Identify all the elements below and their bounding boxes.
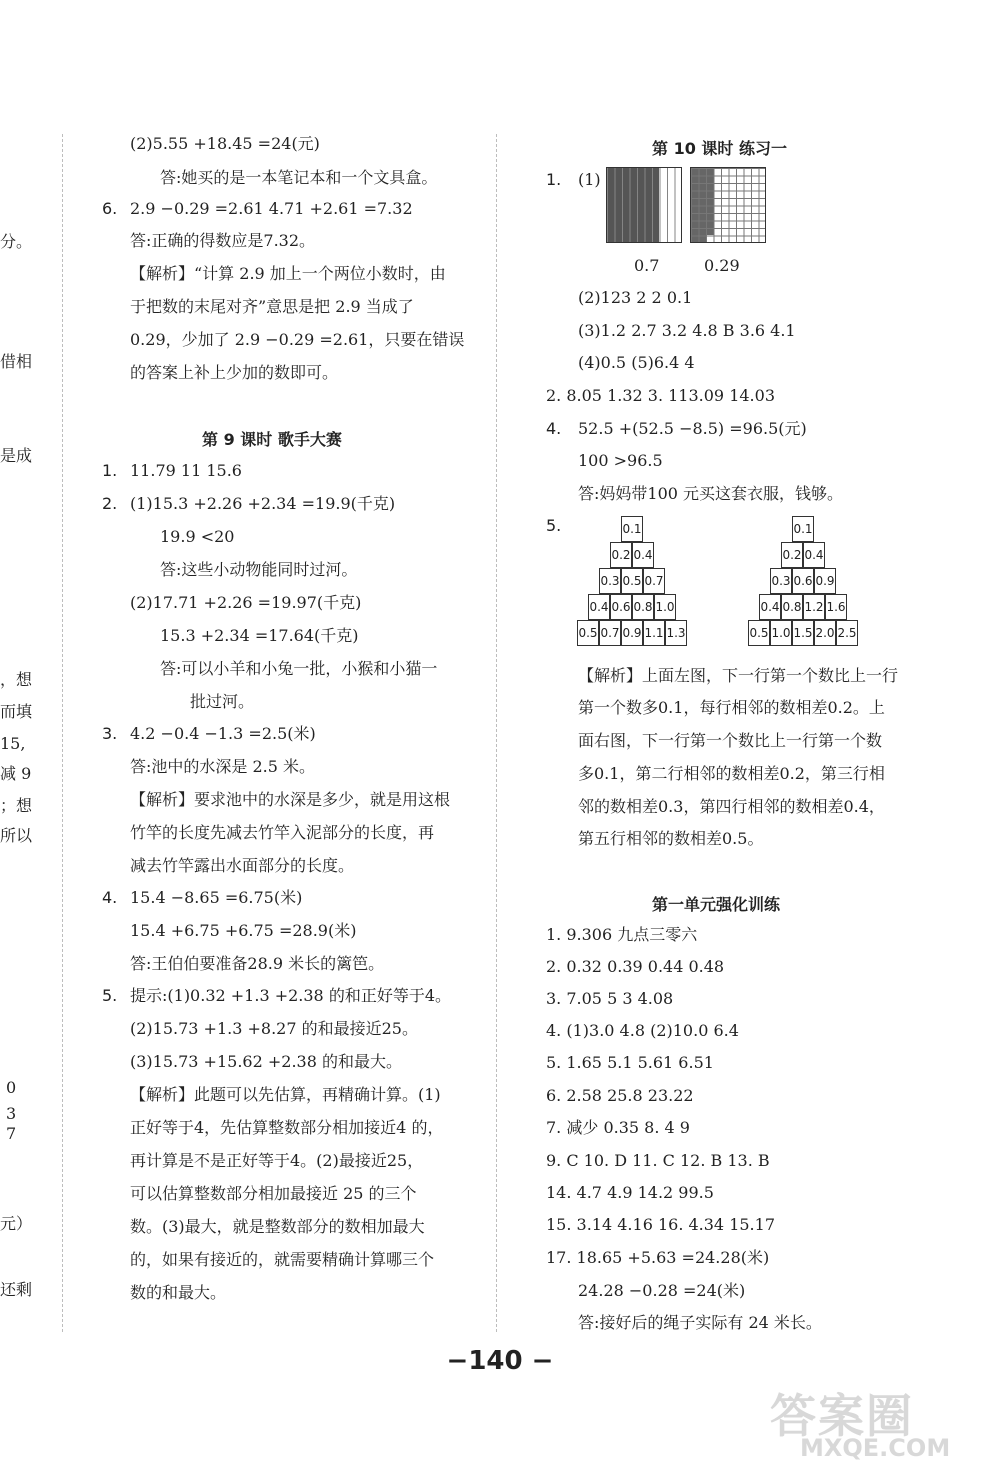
edge-text: 减 9 <box>0 764 32 783</box>
edge-text: 元） <box>0 1214 33 1233</box>
pyramid-cell: 0.1 <box>621 516 643 542</box>
edge-text: 借相 <box>0 352 33 371</box>
analysis-line: 数。(3)最大，就是整数部分的数相加最大 <box>130 1217 425 1236</box>
answer-line: 答:可以小羊和小兔一批，小猴和小猫一 <box>160 659 438 678</box>
analysis-line: 数的和最大。 <box>130 1283 227 1302</box>
watermark-url: MXQE.COM <box>800 1434 951 1462</box>
analysis-line: 【解析】要求池中的水深是多少，就是用这根 <box>130 790 451 809</box>
question-number: 4. <box>546 419 562 438</box>
pyramid-cell: 0.5 <box>621 568 643 594</box>
pyramid-cell: 0.5 <box>748 620 770 646</box>
question-number: 6. <box>102 199 118 218</box>
edge-text: 分。 <box>0 232 33 251</box>
answer-line: 批过河。 <box>190 692 255 711</box>
pyramid-cell: 0.8 <box>632 594 654 620</box>
analysis-line: 的答案上补上少加的数即可。 <box>130 363 339 382</box>
answer-line: 3. 7.05 5 3 4.08 <box>546 989 674 1008</box>
pyramid-cell: 0.3 <box>599 568 621 594</box>
answer-line: 答:接好后的绳子实际有 24 米长。 <box>578 1313 822 1332</box>
pyramid-cell: 0.6 <box>792 568 814 594</box>
number-pyramid-right <box>748 516 880 650</box>
watermark-logo: 答案圈 <box>770 1389 914 1443</box>
answer-line: (2)5.55 +18.45 =24(元) <box>130 134 320 153</box>
pyramid-cell: 0.7 <box>643 568 665 594</box>
pyramid-cell: 0.3 <box>770 568 792 594</box>
answer-line: 5. 1.65 5.1 5.61 6.51 <box>546 1053 714 1072</box>
pyramid-cell: 0.4 <box>759 594 781 620</box>
answer-line: 14. 4.7 4.9 14.2 99.5 <box>546 1183 714 1202</box>
analysis-line: 【解析】上面左图，下一行第一个数比上一行 <box>578 666 899 685</box>
column-divider <box>496 134 497 1332</box>
question-number: 5. <box>546 516 562 535</box>
pyramid-cell: 0.2 <box>781 542 803 568</box>
answer-line: 100 >96.5 <box>578 451 663 470</box>
answer-line: 答:她买的是一本笔记本和一个文具盒。 <box>160 168 438 187</box>
edge-text: ；想 <box>0 796 33 815</box>
answer-line: 19.9 <20 <box>160 527 235 546</box>
answer-line: 9. C 10. D 11. C 12. B 13. B <box>546 1151 770 1170</box>
pyramid-cell: 0.9 <box>621 620 643 646</box>
answer-line: (2)17.71 +2.26 =19.97(千克) <box>130 593 362 612</box>
answer-line: 6. 2.58 25.8 23.22 <box>546 1086 694 1105</box>
pyramid-cell: 1.3 <box>665 620 687 646</box>
answer-line: (2)123 2 2 0.1 <box>578 288 693 307</box>
analysis-line: 于把数的末尾对齐”意思是把 2.9 当成了 <box>130 297 414 316</box>
edge-text: 3 <box>6 1104 17 1123</box>
analysis-line: 多0.1，第二行相邻的数相差0.2，第三行相 <box>578 764 885 783</box>
answer-line: 答:池中的水深是 2.5 米。 <box>130 757 316 776</box>
edge-text: ，想 <box>0 670 33 689</box>
pyramid-cell: 0.6 <box>610 594 632 620</box>
pyramid-cell: 0.7 <box>599 620 621 646</box>
pyramid-cell: 1.6 <box>825 594 847 620</box>
answer-line: 答:正确的得数应是7.32。 <box>130 231 316 250</box>
pyramid-cell: 0.2 <box>610 542 632 568</box>
answer-line: 2.9 −0.29 =2.61 4.71 +2.61 =7.32 <box>130 199 413 218</box>
edge-text: 而填 <box>0 702 33 721</box>
pyramid-cell: 2.0 <box>814 620 836 646</box>
answer-line: 7. 减少 0.35 8. 4 9 <box>546 1118 690 1137</box>
question-number: 2. <box>102 494 118 513</box>
analysis-line: 【解析】“计算 2.9 加上一个两位小数时，由 <box>130 264 446 283</box>
answer-line: 11.79 11 15.6 <box>130 461 242 480</box>
answer-line: (2)15.73 +1.3 +8.27 的和最接近25。 <box>130 1019 418 1038</box>
pyramid-cell: 1.2 <box>803 594 825 620</box>
answer-line: 17. 18.65 +5.63 =24.28(米) <box>546 1248 770 1267</box>
pyramid-cell: 2.5 <box>836 620 858 646</box>
answer-line: 15. 3.14 4.16 16. 4.34 15.17 <box>546 1215 775 1234</box>
analysis-line: 【解析】此题可以先估算，再精确计算。(1) <box>130 1085 441 1104</box>
pyramid-cell: 1.5 <box>792 620 814 646</box>
edge-text: 所以 <box>0 826 33 845</box>
answer-line: (3)15.73 +15.62 +2.38 的和最大。 <box>130 1052 402 1071</box>
analysis-line: 邻的数相差0.3，第四行相邻的数相差0.4， <box>578 797 885 816</box>
question-number: 1. <box>546 170 562 189</box>
number-pyramid-left <box>577 516 709 650</box>
edge-text: 0 <box>6 1078 17 1097</box>
pyramid-cell: 1.1 <box>643 620 665 646</box>
edge-text: 7 <box>6 1124 17 1143</box>
section-title: 第 9 课时 歌手大赛 <box>202 430 342 449</box>
answer-line: 2. 0.32 0.39 0.44 0.48 <box>546 957 725 976</box>
answer-line: (3)1.2 2.7 3.2 4.8 B 3.6 4.1 <box>578 321 796 340</box>
answer-line: 答:王伯伯要准备28.9 米长的篱笆。 <box>130 954 385 973</box>
pyramid-cell: 0.4 <box>588 594 610 620</box>
pyramid-cell: 1.0 <box>770 620 792 646</box>
grid-label: 0.7 <box>634 256 660 275</box>
analysis-line: 竹竿的长度先减去竹竿入泥部分的长度，再 <box>130 823 435 842</box>
analysis-line: 第五行相邻的数相差0.5。 <box>578 829 764 848</box>
answer-line: 1. 9.306 九点三零六 <box>546 925 698 944</box>
question-number: 5. <box>102 986 118 1005</box>
answer-line: 答:这些小动物能同时过河。 <box>160 560 358 579</box>
section-title: 第一单元强化训练 <box>652 895 781 914</box>
analysis-line: 面右图，下一行第一个数比上一行第一个数 <box>578 731 883 750</box>
analysis-line: 可以估算整数部分相加最接近 25 的三个 <box>130 1184 417 1203</box>
pyramid-cell: 0.9 <box>814 568 836 594</box>
hundred-grid-a <box>606 167 682 243</box>
answer-line: 提示:(1)0.32 +1.3 +2.38 的和正好等于4。 <box>130 986 452 1005</box>
answer-line: 4.2 −0.4 −1.3 =2.5(米) <box>130 724 316 743</box>
analysis-line: 的，如果有接近的，就需要精确计算哪三个 <box>130 1250 435 1269</box>
analysis-line: 0.29，少加了 2.9 −0.29 =2.61，只要在错误 <box>130 330 465 349</box>
question-number: 3. <box>102 724 118 743</box>
question-number: 4. <box>102 888 118 907</box>
answer-line: 15.4 +6.75 +6.75 =28.9(米) <box>130 921 357 940</box>
column-divider <box>62 134 63 1332</box>
question-number: 1. <box>102 461 118 480</box>
answer-line: (1)15.3 +2.26 +2.34 =19.9(千克) <box>130 494 396 513</box>
grid-label: 0.29 <box>704 256 740 275</box>
analysis-line: 再计算是不是正好等于4。(2)最接近25， <box>130 1151 424 1170</box>
answer-line: 24.28 −0.28 =24(米) <box>578 1281 746 1300</box>
answer-line: 答:妈妈带100 元买这套衣服，钱够。 <box>578 484 844 503</box>
answer-line: (1) <box>578 170 601 189</box>
hundred-grid-b <box>690 167 766 243</box>
pyramid-cell: 0.8 <box>781 594 803 620</box>
analysis-line: 正好等于4，先估算整数部分相加接近4 的， <box>130 1118 444 1137</box>
edge-text: 还剩 <box>0 1280 33 1299</box>
answer-line: 2. 8.05 1.32 3. 113.09 14.03 <box>546 386 775 405</box>
section-title: 第 10 课时 练习一 <box>652 139 787 158</box>
pyramid-cell: 0.4 <box>632 542 654 568</box>
pyramid-cell: 0.1 <box>792 516 814 542</box>
pyramid-cell: 0.4 <box>803 542 825 568</box>
analysis-line: 减去竹竿露出水面部分的长度。 <box>130 856 355 875</box>
answer-line: 15.4 −8.65 =6.75(米) <box>130 888 303 907</box>
answer-line: (4)0.5 (5)6.4 4 <box>578 353 695 372</box>
page-number: −140 − <box>446 1346 554 1376</box>
edge-text: 15, <box>0 734 26 753</box>
edge-text: 是成 <box>0 446 33 465</box>
analysis-line: 第一个数多0.1，每行相邻的数相差0.2。上 <box>578 698 885 717</box>
pyramid-cell: 0.5 <box>577 620 599 646</box>
pyramid-cell: 1.0 <box>654 594 676 620</box>
answer-line: 15.3 +2.34 =17.64(千克) <box>160 626 359 645</box>
answer-line: 52.5 +(52.5 −8.5) =96.5(元) <box>578 419 807 438</box>
answer-line: 4. (1)3.0 4.8 (2)10.0 6.4 <box>546 1021 739 1040</box>
